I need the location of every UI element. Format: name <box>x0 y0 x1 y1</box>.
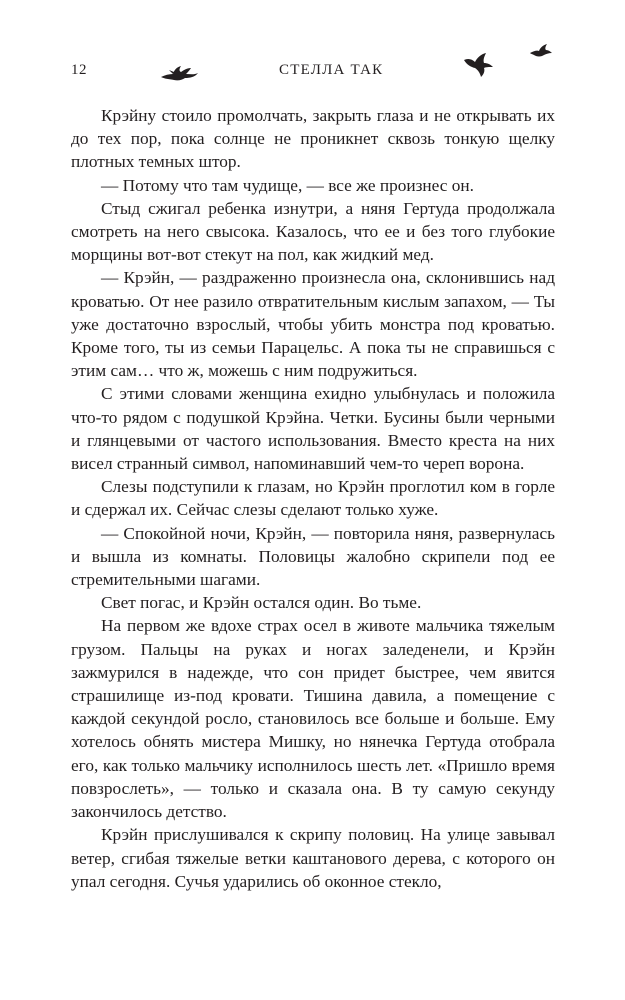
body-text <box>71 104 555 893</box>
bird-icon <box>160 62 202 82</box>
running-title: СТЕЛЛА ТАК <box>279 62 384 78</box>
paragraph: Крэйн прислушивался к скрипу половиц. На улице завывал ветер, сгибая тяжелые ветки каштанового дерева, с которого он упал сегодня. Сучья ударились об оконное стекло, <box>71 825 555 891</box>
paragraph: — Спокойной ночи, Крэйн, — повторила няня, развернулась и вышла из комнаты. Половицы жалобно скрипели под ее стремительными шагами. <box>71 523 555 590</box>
paragraph: Свет погас, и Крэйн остался один. Во тьме. <box>101 593 422 613</box>
bird-icon <box>529 44 553 58</box>
paragraph: На первом же вдохе страх осел в животе мальчика тяжелым грузом. Пальцы на руках и ногах заледенели, и Крэйн зажмурился в надежде, что сон придет быстрее, чем явится страшилище из-под кровати. Тишина давила, а помещение с каждой секундой росло, становилось все больше и больше. Ему хотелось обнять мистера Мишку, но нянечка Гертуда отобрала его, как только мальчику исполнилось шесть лет. «Пришло время повзрослеть», — только и сказала она. В ту самую секунду закончилось детство. <box>71 616 555 822</box>
bird-icon <box>462 52 496 78</box>
paragraph: С этими словами женщина ехидно улыбнулась и положила что-то рядом с подушкой Крэйна. Четки. Бусины были черными и глянцевыми от частого использования. Вместо креста на них висел странный символ, напоминавший чем-то череп ворона. <box>71 384 555 474</box>
page-number: 12 <box>71 62 87 78</box>
paragraph: Слезы подступили к глазам, но Крэйн проглотил ком в горле и сдержал их. Сейчас слезы сделают только хуже. <box>71 477 555 520</box>
paragraph: — Потому что там чудище, — все же произнес он. <box>101 175 474 195</box>
paragraph: Стыд сжигал ребенка изнутри, а няня Гертуда продолжала смотреть на него свысока. Казалось, что ее и без того глубокие морщины вот-вот стекут на пол, как жидкий мед. <box>71 198 555 265</box>
paragraph: — Крэйн, — раздраженно произнесла она, склонившись над кроватью. От нее разило отвратительным кислым запахом, — Ты уже достаточно взрослый, чтобы убить монстра под кроватью. Кроме того, ты из семьи Парацельс. А пока ты не справишься с этим сам… что ж, можешь с ним подружиться. <box>71 268 555 381</box>
paragraph: Крэйну стоило промолчать, закрыть глаза и не открывать их до тех пор, пока солнце не проникнет сквозь тонкую щелку плотных темных штор. <box>71 106 555 172</box>
